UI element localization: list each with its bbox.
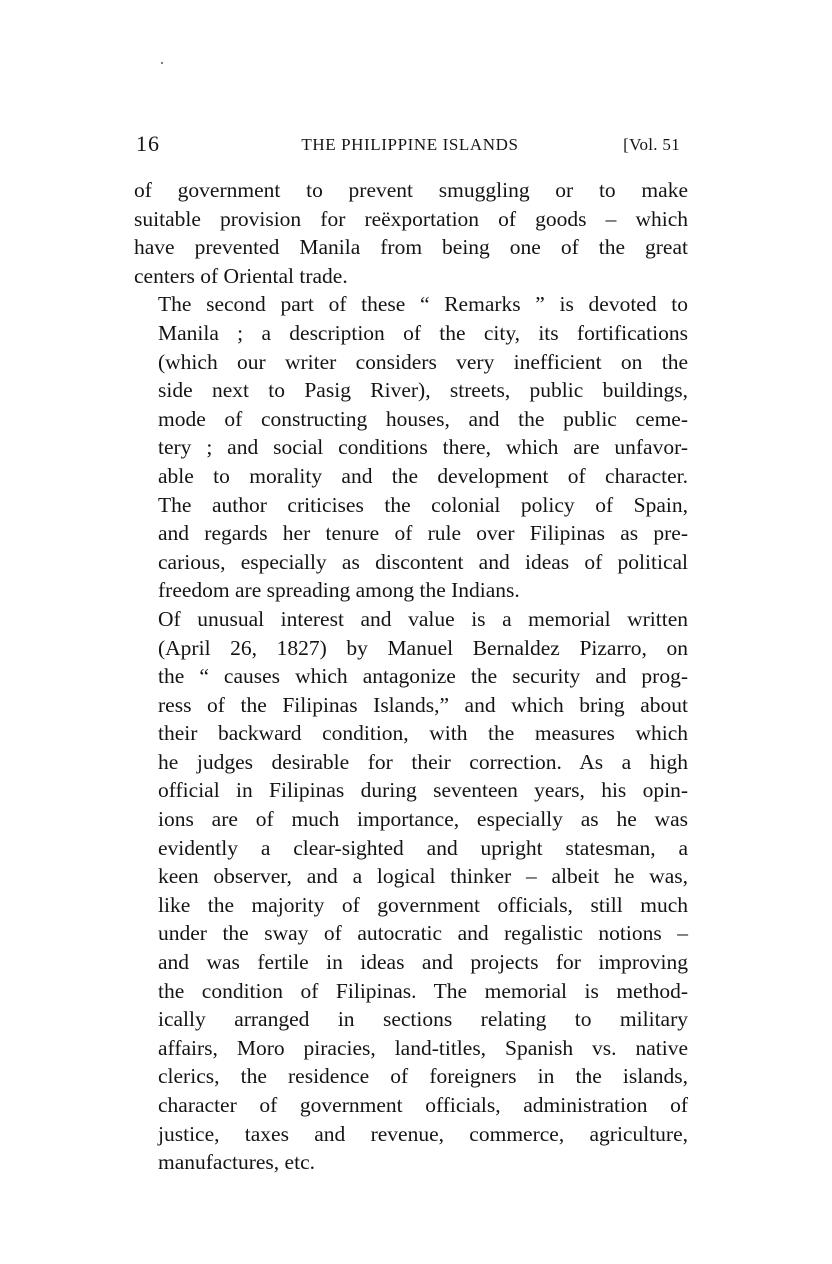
text-line: Of unusual interest and value is a memorial written <box>158 606 688 631</box>
paragraph <box>134 605 688 1177</box>
text-line: their backward condition, with the measures which <box>158 721 688 746</box>
text-line: evidently a clear-sighted and upright statesman, a <box>158 835 688 860</box>
text-line: clerics, the residence of foreigners in the islands, <box>158 1064 688 1089</box>
text-line: mode of constructing houses, and the public ceme- <box>158 406 688 431</box>
body-text <box>134 176 688 1177</box>
text-line: tery ; and social conditions there, which are unfavor- <box>158 435 688 460</box>
text-line: centers of Oriental trade. <box>134 263 348 288</box>
text-line: Manila ; a description of the city, its fortifications <box>158 320 688 345</box>
text-line: side next to Pasig River), streets, public buildings, <box>158 378 688 403</box>
paragraph <box>134 176 688 290</box>
text-line: character of government officials, administration of <box>158 1093 688 1117</box>
text-line: official in Filipinas during seventeen years, his opin- <box>158 778 688 803</box>
text-line: ically arranged in sections relating to military <box>158 1007 688 1032</box>
text-line: manufactures, etc. <box>158 1150 315 1175</box>
text-line: The second part of these “ Remarks ” is devoted to <box>158 292 688 317</box>
text-line: affairs, Moro piracies, land-titles, Spanish vs. native <box>158 1035 688 1060</box>
text-line: he judges desirable for their correction. As a high <box>158 749 688 774</box>
text-line: able to morality and the development of character. <box>158 463 688 488</box>
running-header <box>134 131 686 161</box>
text-line: and was fertile in ideas and projects for improving <box>158 950 688 975</box>
text-line: The author criticises the colonial policy of Spain, <box>158 492 688 517</box>
text-line: carious, especially as discontent and ideas of political <box>158 549 688 574</box>
text-line: (which our writer considers very inefficient on the <box>158 349 688 374</box>
text-line: justice, taxes and revenue, commerce, agriculture, <box>158 1121 688 1146</box>
text-line: under the sway of autocratic and regalistic notions – <box>158 921 688 946</box>
text-line: keen observer, and a logical thinker – albeit he was, <box>158 864 688 889</box>
text-line: and regards her tenure of rule over Filipinas as pre- <box>158 521 688 546</box>
text-line: ions are of much importance, especially as he was <box>158 807 688 832</box>
paragraph <box>134 290 688 605</box>
print-speck <box>161 62 163 64</box>
text-line: like the majority of government officials, still much <box>158 892 688 917</box>
text-line: of government to prevent smuggling or to make <box>134 178 688 202</box>
text-line: suitable provision for reëxportation of goods – which <box>134 206 688 231</box>
text-line: have prevented Manila from being one of the great <box>134 235 688 260</box>
text-line: freedom are spreading among the Indians. <box>158 578 520 603</box>
running-title: THE PHILIPPINE ISLANDS <box>301 135 519 154</box>
page-number: 16 <box>136 131 160 156</box>
text-line: (April 26, 1827) by Manuel Bernaldez Pizarro, on <box>158 635 688 660</box>
text-line: the “ causes which antagonize the security and prog- <box>158 664 688 689</box>
text-line: ress of the Filipinas Islands,” and which bring about <box>158 692 688 717</box>
volume-label: [Vol. 51 <box>623 135 680 154</box>
text-line: the condition of Filipinas. The memorial is method- <box>158 978 688 1003</box>
